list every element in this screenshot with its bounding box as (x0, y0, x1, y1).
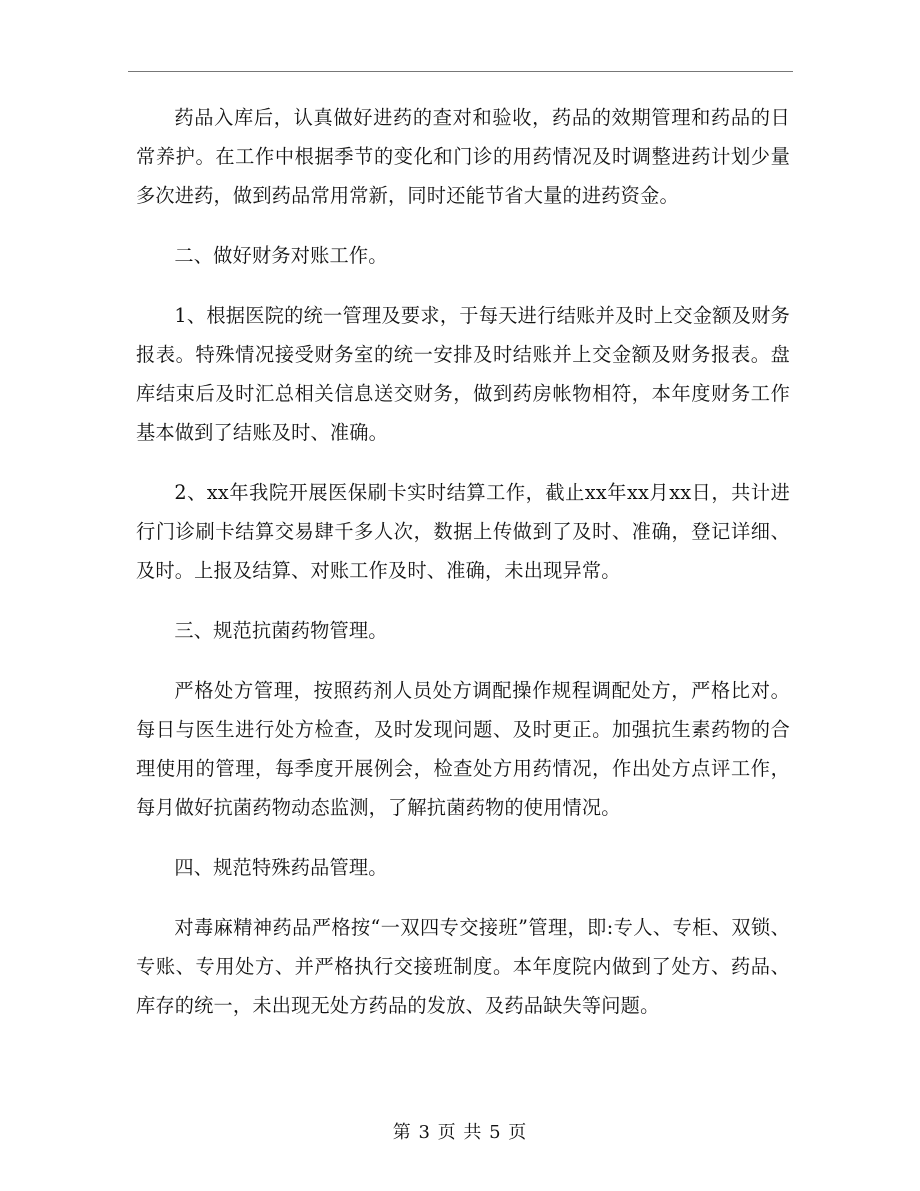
paragraph-finance-1: 1、根据医院的统一管理及要求，于每天进行结账并及时上交金额及财务报表。特殊情况接受财务室的统一安排及时结账并上交金额及财务报表。盘库结束后及时汇总相关信息送交财务，做到药房帐物相符，本年度财务工作基本做到了结账及时、准确。 (136, 304, 790, 444)
paragraph-finance-2: 2、xx年我院开展医保刷卡实时结算工作，截止xx年xx月xx日，共计进行门诊刷卡结算交易肆千多人次，数据上传做到了及时、准确，登记详细、及时。上报及结算、对账工作及时、准确，未出现异常。 (136, 481, 790, 582)
paragraph-drug-storage: 药品入库后，认真做好进药的查对和验收，药品的效期管理和药品的日常养护。在工作中根据季节的变化和门诊的用药情况及时调整进药计划少量多次进药，做到药品常用常新，同时还能节省大量的进药资金。 (136, 106, 790, 207)
header-rule (128, 71, 793, 72)
paragraph-antibiotics: 严格处方管理，按照药剂人员处方调配操作规程调配处方，严格比对。每日与医生进行处方检查，及时发现问题、及时更正。加强抗生素药物的合理使用的管理，每季度开展例会，检查处方用药情况，作出处方点评工作，每月做好抗菌药物动态监测，了解抗菌药物的使用情况。 (136, 679, 790, 819)
document-body (136, 98, 790, 1046)
page-number-footer: 第 3 页 共 5 页 (392, 1122, 528, 1143)
section-heading-special-drugs: 四、规范特殊药品管理。 (174, 856, 388, 879)
section-heading-finance: 二、做好财务对账工作。 (174, 244, 388, 267)
section-heading-antibiotics: 三、规范抗菌药物管理。 (174, 619, 388, 642)
paragraph-special-drugs: 对毒麻精神药品严格按“一双四专交接班”管理，即:专人、专柜、双锁、专账、专用处方、并严格执行交接班制度。本年度院内做到了处方、药品、库存的统一，未出现无处方药品的发放、及药品缺失等问题。 (136, 916, 790, 1017)
